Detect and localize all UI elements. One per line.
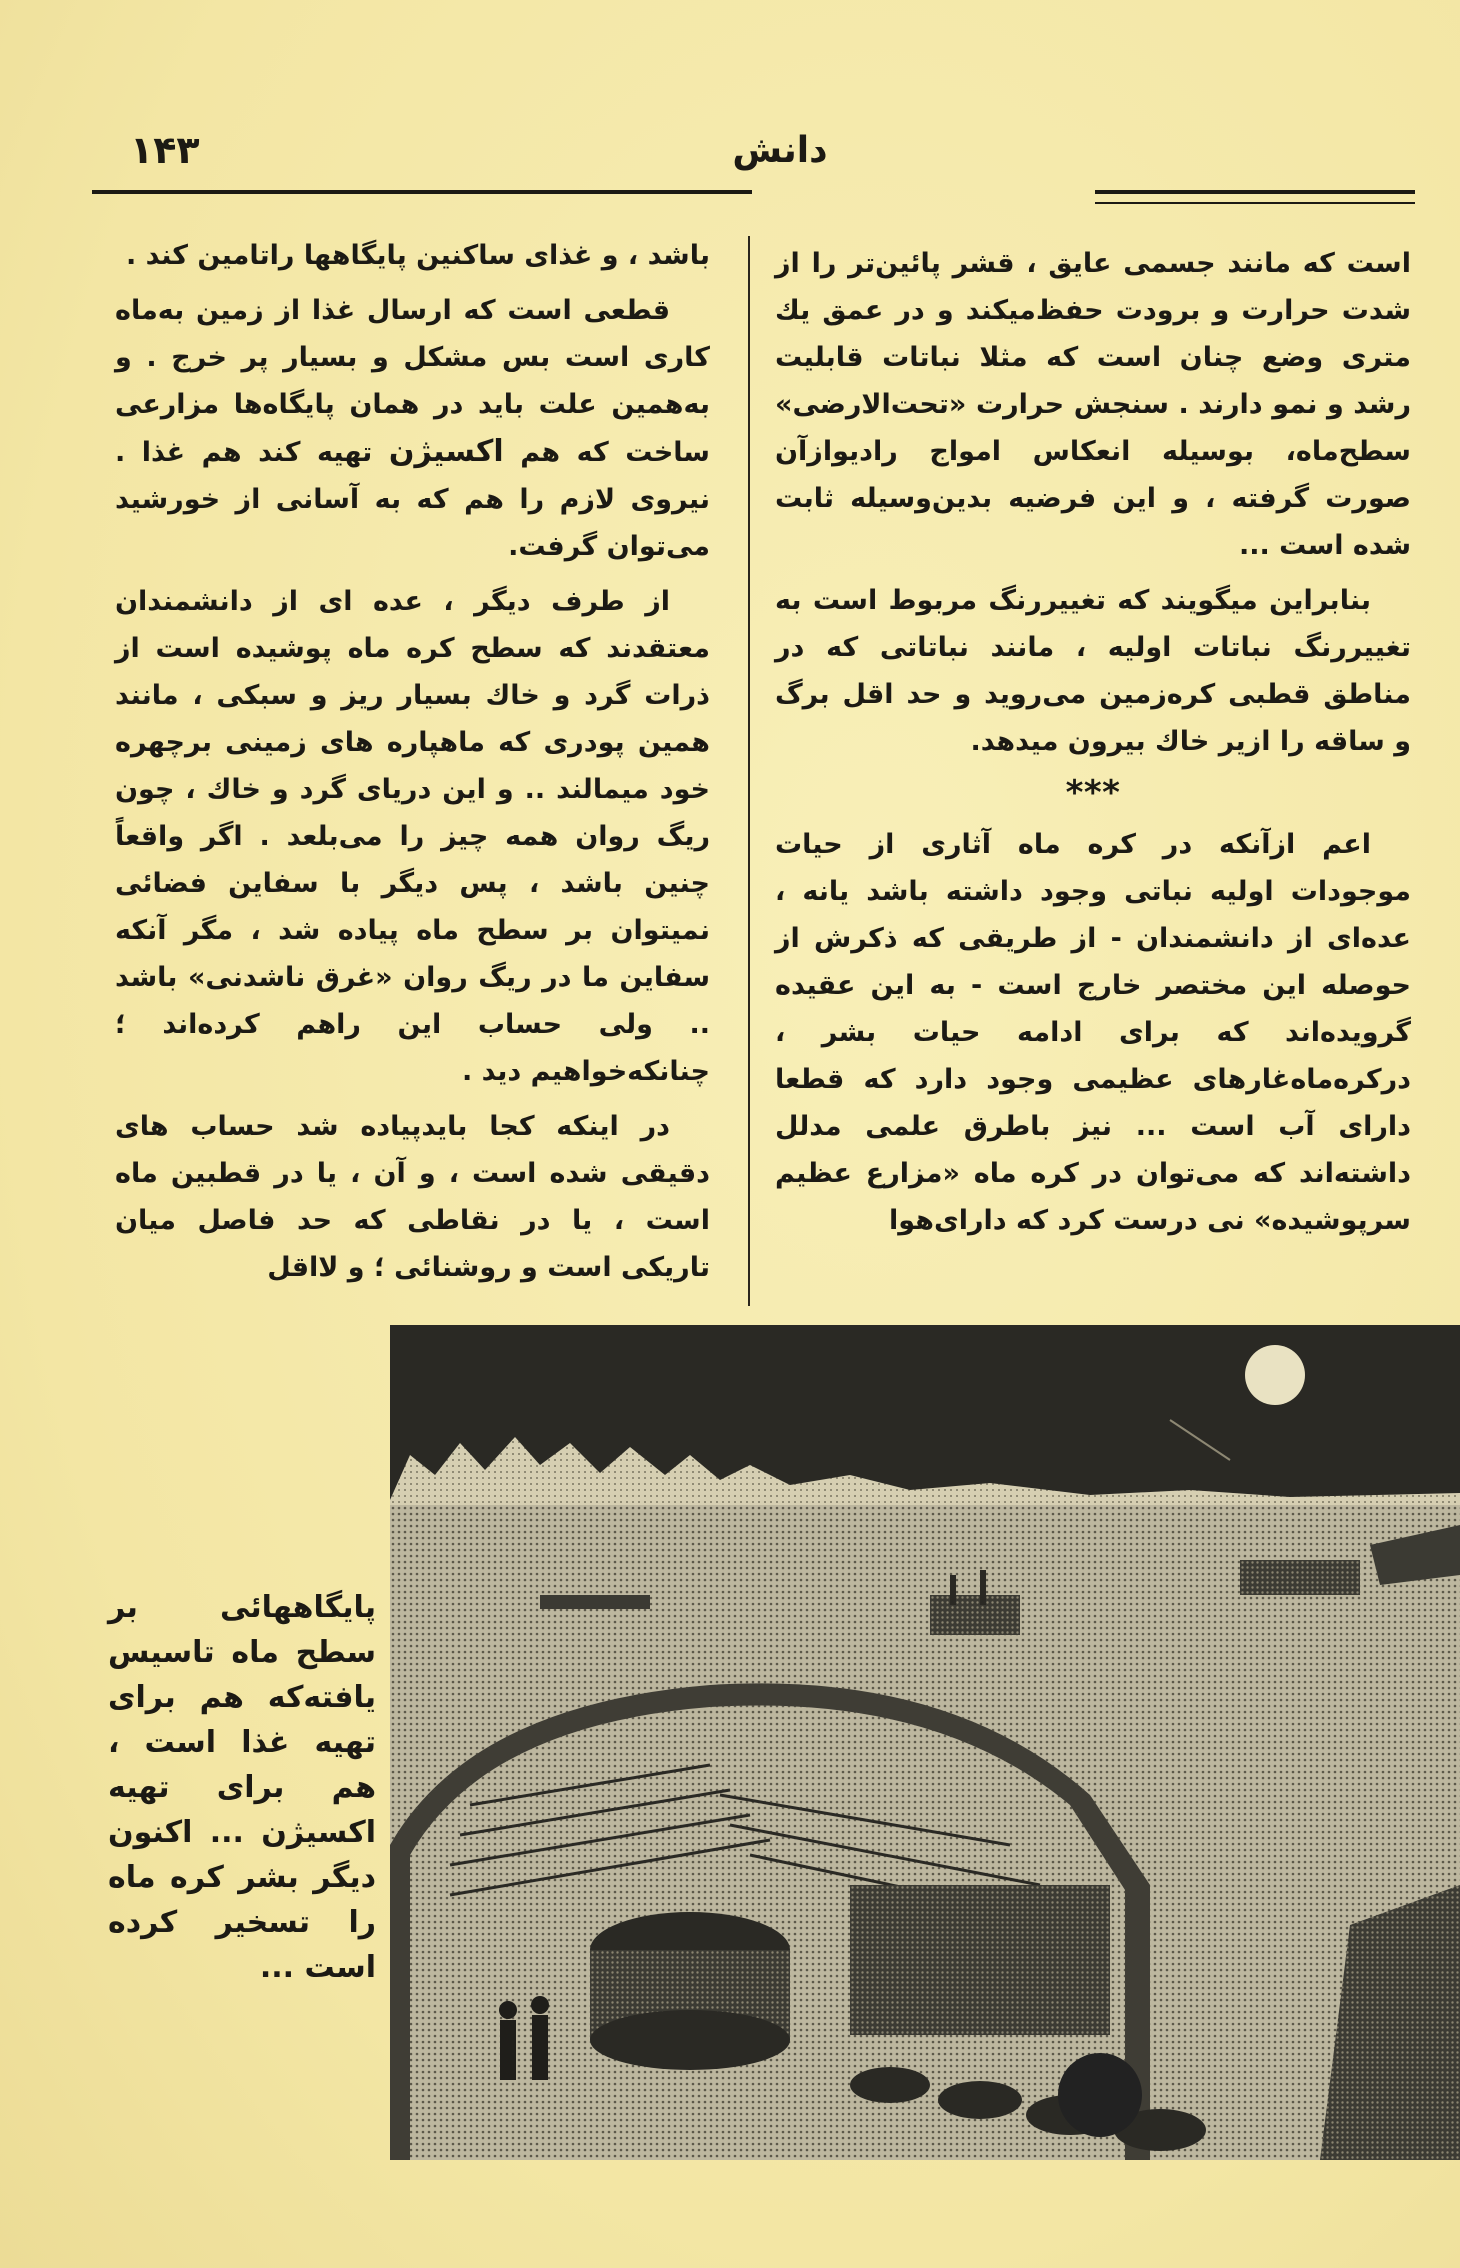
page-number: ۱۴۳ bbox=[130, 128, 200, 172]
distant-structure bbox=[540, 1595, 650, 1609]
storage-tank-base bbox=[590, 2010, 790, 2070]
lunar-base-illustration bbox=[390, 1325, 1460, 2160]
antenna-dish bbox=[1058, 2053, 1142, 2137]
distant-tower bbox=[980, 1570, 986, 1605]
base-building bbox=[850, 1885, 1110, 2035]
left-paragraph-4: در اینکه کجا بایدپیاده شد حساب های دقیقی شده است ، و آن ، یا در قطبین ماه است ، یا در نقاطی که حد فاصل میان تاریکی است و روشنائی ؛ و لااقل bbox=[115, 1111, 710, 1283]
distant-tower-cluster bbox=[930, 1595, 1020, 1635]
illustration-caption: پایگاههائی بر سطح ماه تاسیس یافته‌که هم برای تهیه غذا است ، هم برای تهیه اکسیژن ... اکنون دیگر بشر کره ماه را تسخیر کرده است ... bbox=[108, 1590, 376, 1985]
right-paragraph-2: بنابراین میگویند که تغییررنگ مربوط است به تغییررنگ نباتات اولیه ، مانند نباتاتی که در مناطق قطبی کره‌زمین می‌روید و حد اقل برگ و ساقه را ازیر خاك بیرون میدهد. bbox=[775, 585, 1411, 757]
illustration-svg bbox=[390, 1325, 1460, 2160]
right-paragraph-1: است که مانند جسمی عایق ، قشر پائین‌تر را از شدت حرارت و برودت حفظ‌میکند و در عمق یك متری وضع چنان است که مثلا نباتات قابلیت رشد و نمو دارند . سنجش حرارت «تحت‌الارضی» سطح‌ماه، بوسیله انعکاس امواج رادیوازآن صورت گرفته ، و این فرضیه بدین‌وسیله ثابت شده است ... bbox=[775, 248, 1411, 561]
left-paragraph-2 bbox=[115, 287, 710, 570]
left-paragraph-1: باشد ، و غذای ساکنین پایگاهها راتامین کند . bbox=[125, 240, 710, 271]
right-column bbox=[775, 240, 1411, 1252]
distant-ridge-structure bbox=[1240, 1560, 1360, 1595]
right-paragraph-3: اعم ازآنکه در کره ماه آثاری از حیات موجودات اولیه نباتی وجود داشته باشد یانه ، عده‌ای از دانشمندان - از طریقی که ذکرش از حوصله این مختصر خارج است - به این عقیده گرویده‌اند که برای ادامه حیات بشر ، درکره‌ماه‌غارهای عظیمی وجود دارد که قطعا دارای آب است ... نیز باطرق علمی مدلل داشته‌اند که می‌توان در کره ماه «مزارع عظیم سرپوشیده» نی درست کرد که دارای‌هوا bbox=[775, 829, 1411, 1236]
left-paragraph-3: از طرف دیگر ، عده ای از دانشمندان معتقدند که سطح کره ماه پوشیده است از ذرات گرد و خاك بسیار ریز و سبکی ، مانند همین پودری که ماهپاره های زمینی برچهره خود میمالند .. و این دریای گرد و خاك ، چون ریگ روان همه چیز را می‌بلعد . اگر واقعاً چنین باشد ، پس دیگر با سفاین فضائی نمیتوان بر سطح ماه پیاده شد ، مگر آنکه سفاین ما در ریگ روان «غرق ناشدنی» باشد .. ولی حساب این راهم کرده‌اند ؛ چنانکه‌خواهیم دید . bbox=[115, 586, 710, 1087]
header-rule-right-thin bbox=[1095, 202, 1415, 204]
header-rule-left bbox=[92, 190, 752, 194]
column-divider bbox=[748, 236, 750, 1306]
section-separator-stars: *** bbox=[1065, 773, 1121, 813]
left-column bbox=[115, 232, 710, 1299]
left-paragraph-2-start: قطعی است که ارسال غذا از زمین به‌ماه کاری است بس مشکل و بسیار پر خرج . و به‌همین علت باید در همان پایگاه‌ها مزارعی ساخت که هم bbox=[115, 295, 710, 468]
distant-tower bbox=[950, 1575, 956, 1605]
moon-disc bbox=[1245, 1345, 1305, 1405]
journal-title: دانش bbox=[732, 130, 828, 171]
oxygen-emphasis: اکسیژن bbox=[388, 434, 504, 469]
left-paragraph-2-end: تهیه کند هم غذا . نیروی لازم را هم که به آسانی از خورشید می‌توان گرفت. bbox=[115, 437, 710, 562]
header-rule-right bbox=[1095, 190, 1415, 194]
